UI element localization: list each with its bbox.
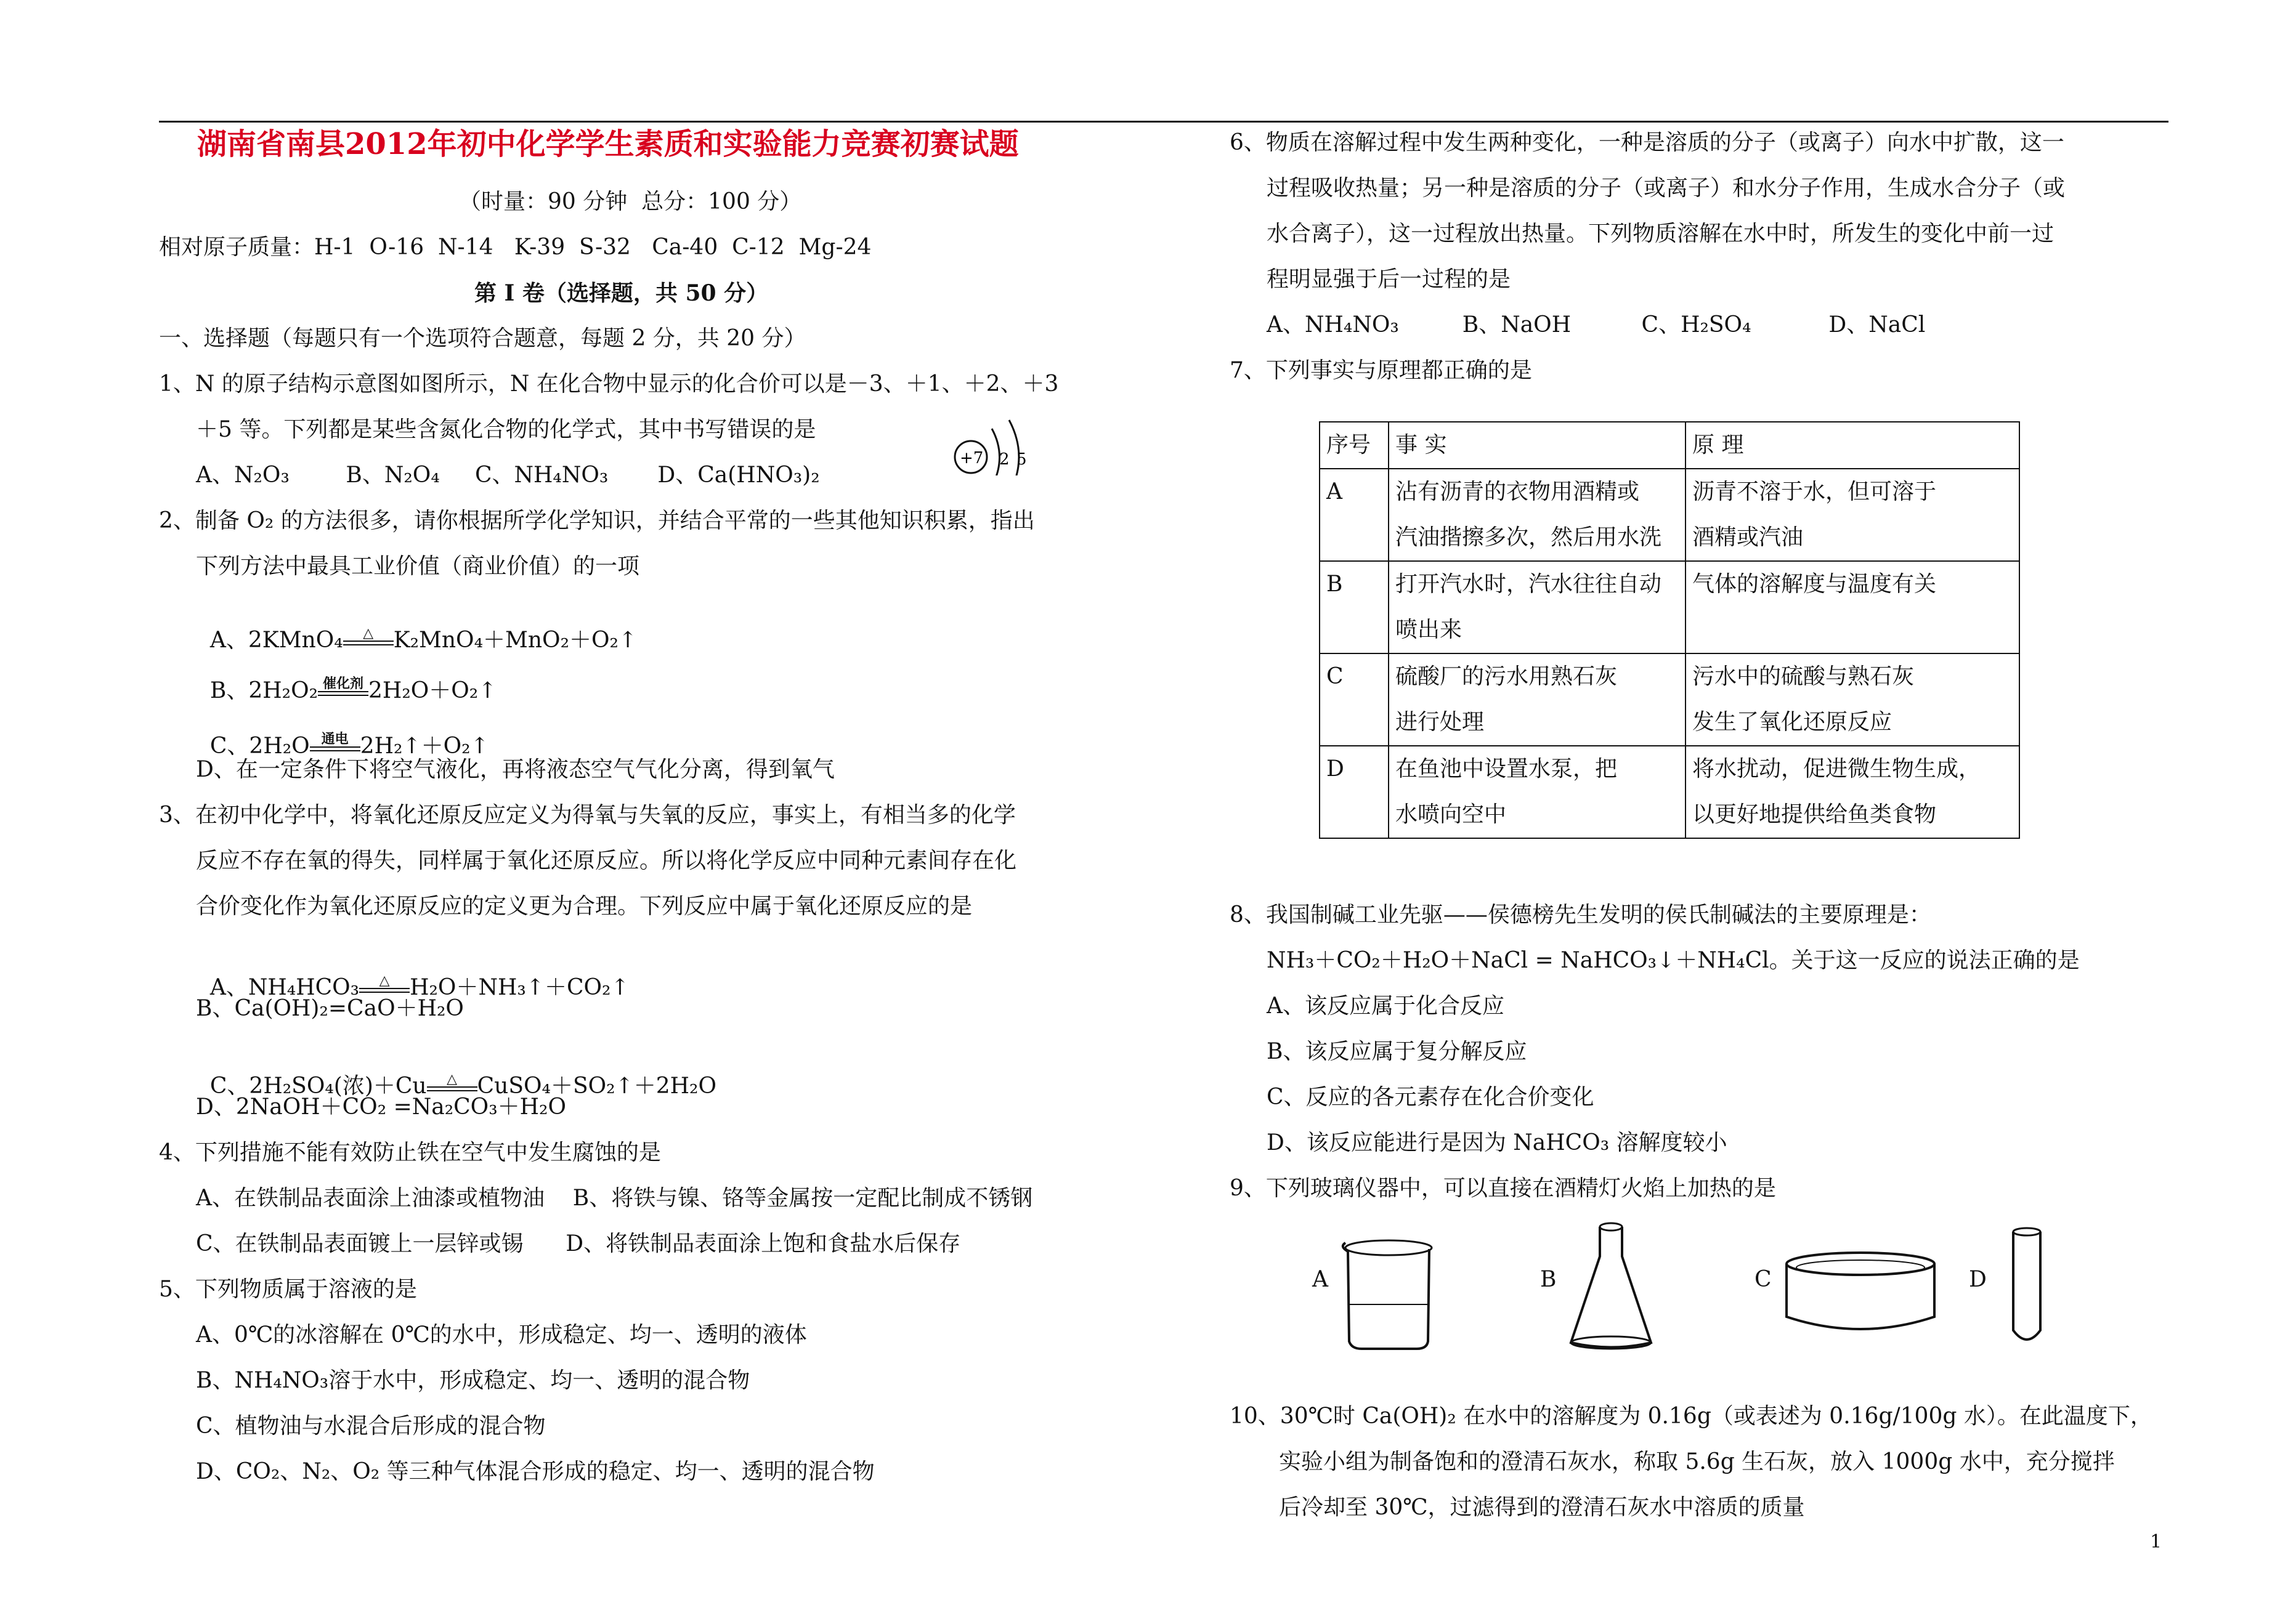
table-row: [1320, 469, 2019, 561]
q5-option-a: A、0℃的冰溶解在 0℃的水中，形成稳定、均一、透明的液体: [196, 1322, 807, 1348]
table-cell: 沾有沥青的衣物用酒精或 汽油揩擦多次，然后用水洗: [1389, 469, 1685, 561]
q3c-products: CuSO₄＋SO₂↑＋2H₂O: [477, 1073, 716, 1099]
q5-line1: 5、下列物质属于溶液的是: [159, 1277, 417, 1302]
q10-line3: 后冷却至 30℃，过滤得到的澄清石灰水中溶质的质量: [1279, 1495, 1805, 1520]
q8-line2: NH₃＋CO₂＋H₂O＋NaCl = NaHCO₃↓＋NH₄Cl。关于这一反应的说法正确的是: [1267, 948, 2080, 973]
electron-shell-1: 2: [999, 450, 1010, 469]
q2c-products: 2H₂↑＋O₂↑: [360, 734, 489, 759]
heat-condition-equals: △: [427, 1075, 477, 1100]
evaporating-dish-icon: [1780, 1249, 1941, 1341]
q2-option-b: [196, 654, 497, 705]
part1-heading: 第 I 卷（选择题，共 50 分）: [474, 280, 769, 306]
table-cell: 污水中的硫酸与熟石灰 发生了氧化还原反应: [1685, 653, 2019, 746]
electrolysis-condition-equals: 通电: [310, 735, 360, 760]
q2-option-d: D、在一定条件下将空气液化，再将液态空气气化分离，得到氧气: [196, 757, 835, 782]
table-cell: C: [1320, 653, 1389, 746]
nucleus-charge: +7: [960, 449, 984, 467]
header-cell: 事 实: [1389, 422, 1685, 469]
q8-line1: 8、我国制碱工业先驱——侯德榜先生发明的侯氏制碱法的主要原理是：: [1230, 902, 1931, 928]
q6-options: A、NH₄NO₃ B、NaOH C、H₂SO₄ D、NaCl: [1267, 312, 1926, 338]
facts-principles-table: [1319, 421, 2020, 839]
conical-flask-icon: [1565, 1219, 1657, 1356]
q5-option-d: D、CO₂、N₂、O₂ 等三种气体混合形成的稳定、均一、透明的混合物: [196, 1459, 875, 1484]
table-cell: 硫酸厂的污水用熟石灰 进行处理: [1389, 653, 1685, 746]
table-cell: 在鱼池中设置水泵，把 水喷向空中: [1389, 746, 1685, 838]
q10-line2: 实验小组为制备饱和的澄清石灰水，称取 5.6g 生石灰，放入 1000g 水中，充分搅拌: [1279, 1449, 2115, 1474]
q3c-reactants: C、2H₂SO₄(浓)＋Cu: [209, 1073, 427, 1099]
exam-title: 湖南省南县2012年初中化学学生素质和实验能力竞赛初赛试题: [197, 127, 1019, 161]
q10-line1: 10、30℃时 Ca(OH)₂ 在水中的溶解度为 0.16g（或表述为 0.16g/100g 水）。在此温度下，: [1230, 1404, 2152, 1429]
q4-options-ab: A、在铁制品表面涂上油漆或植物油 B、将铁与镍、铬等金属按一定配比制成不锈钢: [196, 1186, 1033, 1211]
heat-condition-equals: △: [343, 629, 394, 654]
q2b-products: 2H₂O＋O₂↑: [368, 678, 497, 703]
q6-line4: 程明显强于后一过程的是: [1267, 267, 1511, 292]
q4-options-cd: C、在铁制品表面镀上一层锌或锡 D、将铁制品表面涂上饱和食盐水后保存: [196, 1231, 961, 1256]
section1-heading: 一、选择题（每题只有一个选项符合题意，每题 2 分，共 20 分）: [159, 326, 806, 351]
q8-option-b: B、该反应属于复分解反应: [1267, 1039, 1527, 1064]
heat-condition-equals: △: [359, 977, 410, 1001]
page-number: 1: [2150, 1531, 2162, 1553]
nitrogen-atom-diagram: [949, 414, 1060, 475]
q3a-reactant: A、NH₄HCO₃: [209, 975, 360, 1000]
q3-option-c: [196, 1049, 716, 1100]
table-row: [1320, 653, 2019, 746]
table-header-row: [1320, 422, 2019, 469]
table-row: [1320, 746, 2019, 838]
q1-options: A、N₂O₃ B、N₂O₄ C、NH₄NO₃ D、Ca(HNO₃)₂: [196, 463, 820, 488]
table-cell: 沥青不溶于水，但可溶于 酒精或汽油: [1685, 469, 2019, 561]
apparatus-label-b: B: [1540, 1267, 1557, 1292]
table-cell: D: [1320, 746, 1389, 838]
q6-line3: 水合离子），这一过程放出热量。下列物质溶解在水中时，所发生的变化中前一过: [1267, 221, 2055, 246]
table-cell: 将水扰动，促进微生物生成， 以更好地提供给鱼类食物: [1685, 746, 2019, 838]
apparatus-label-d: D: [1969, 1267, 1987, 1292]
q8-option-a: A、该反应属于化合反应: [1267, 993, 1504, 1019]
q6-line2: 过程吸收热量；另一种是溶质的分子（或离子）和水分子作用，生成水合分子（或: [1267, 176, 2066, 201]
q6-line1: 6、物质在溶解过程中发生两种变化，一种是溶质的分子（或离子）向水中扩散，这一: [1230, 130, 2064, 155]
q1-line2: ＋5 等。下列都是某些含氮化合物的化学式，其中书写错误的是: [196, 417, 816, 442]
header-cell: 原 理: [1685, 422, 2019, 469]
table-row: [1320, 561, 2019, 653]
top-rule: [159, 121, 2168, 123]
q2-line2: 下列方法中最具工业价值（商业价值）的一项: [196, 554, 640, 579]
q3-option-d: D、2NaOH＋CO₂ =Na₂CO₃＋H₂O: [196, 1094, 566, 1120]
q3a-products: H₂O＋NH₃↑＋CO₂↑: [410, 975, 630, 1000]
time-score: （时量：90 分钟 总分：100 分）: [459, 189, 802, 214]
q3-line1: 3、在初中化学中，将氧化还原反应定义为得氧与失氧的反应，事实上，有相当多的化学: [159, 802, 1016, 828]
atomic-masses: 相对原子质量：H-1 O-16 N-14 K-39 S-32 Ca-40 C-12 Mg-24: [159, 235, 872, 260]
table-cell: 打开汽水时，汽水往往自动 喷出来: [1389, 561, 1685, 653]
beaker-icon: [1337, 1231, 1435, 1354]
apparatus-label-c: C: [1754, 1267, 1772, 1292]
q2a-products: K₂MnO₄＋MnO₂＋O₂↑: [393, 628, 638, 653]
q5-option-b: B、NH₄NO₃溶于水中，形成稳定、均一、透明的混合物: [196, 1368, 750, 1393]
catalyst-condition-equals: 催化剂: [318, 680, 368, 705]
electron-shell-2: 5: [1016, 450, 1027, 469]
q2b-reactant: B、2H₂O₂: [209, 678, 318, 703]
header-cell: 序号: [1320, 422, 1389, 469]
q3-line3: 合价变化作为氧化还原反应的定义更为合理。下列反应中属于氧化还原反应的是: [196, 894, 973, 919]
q5-option-c: C、植物油与水混合后形成的混合物: [196, 1413, 546, 1439]
q2-line1: 2、制备 O₂ 的方法很多，请你根据所学化学知识，并结合平常的一些其他知识积累，指出: [159, 508, 1035, 533]
q9-line1: 9、下列玻璃仪器中，可以直接在酒精灯火焰上加热的是: [1230, 1176, 1776, 1201]
q2c-reactant: C、2H₂O: [209, 734, 310, 759]
table-cell: A: [1320, 469, 1389, 561]
q3-option-b: B、Ca(OH)₂=CaO＋H₂O: [196, 996, 464, 1021]
table-cell: 气体的溶解度与温度有关: [1685, 561, 2019, 653]
q2-option-c: [196, 709, 489, 760]
q3-line2: 反应不存在氧的得失，同样属于氧化还原反应。所以将化学反应中同种元素间存在化: [196, 848, 1017, 873]
table-cell: B: [1320, 561, 1389, 653]
apparatus-label-a: A: [1312, 1267, 1328, 1292]
q2-option-a: [196, 604, 637, 654]
q8-option-d: D、该反应能进行是因为 NaHCO₃ 溶解度较小: [1267, 1130, 1727, 1155]
q1-line1: 1、N 的原子结构示意图如图所示，N 在化合物中显示的化合价可以是－3、＋1、＋2、＋3: [159, 371, 1059, 397]
q7-line1: 7、下列事实与原理都正确的是: [1230, 358, 1532, 383]
q8-option-c: C、反应的各元素存在化合价变化: [1267, 1085, 1594, 1110]
q3-option-a: [196, 951, 630, 1001]
q2a-reactant: A、2KMnO₄: [209, 628, 343, 653]
test-tube-icon: [2008, 1226, 2045, 1349]
q4-line1: 4、下列措施不能有效防止铁在空气中发生腐蚀的是: [159, 1140, 661, 1165]
